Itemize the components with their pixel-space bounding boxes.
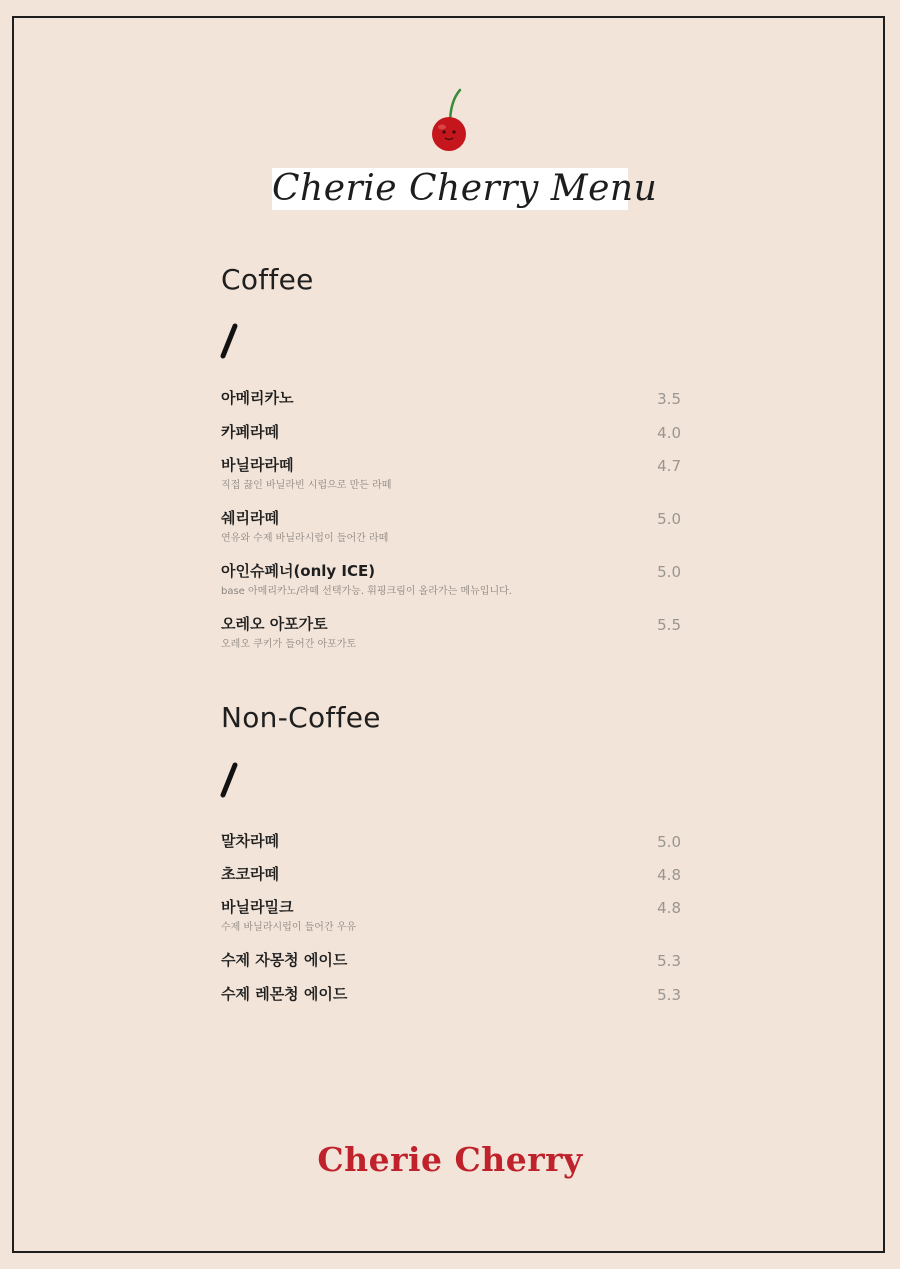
item-price: 5.5	[657, 616, 681, 634]
menu-item	[221, 615, 681, 652]
item-name: 수제 레몬청 에이드	[221, 985, 348, 1003]
menu-item	[221, 832, 681, 850]
item-name: 쉐리라떼	[221, 509, 279, 527]
menu-item	[221, 423, 681, 441]
cherry-icon	[428, 88, 472, 152]
menu-script-title: Cherie Cherry Menu	[272, 168, 658, 209]
item-description: 연유와 수제 바닐라시럽이 들어간 라떼	[221, 533, 389, 544]
menu-item	[221, 865, 681, 883]
menu-item	[221, 951, 681, 969]
item-name: 바닐라밀크	[221, 898, 294, 916]
item-price: 4.0	[657, 424, 681, 442]
item-price: 3.5	[657, 390, 681, 408]
item-name: 말차라떼	[221, 832, 279, 850]
menu-item	[221, 456, 681, 493]
section-divider-slash	[218, 761, 240, 801]
item-name: 아인슈페너(only ICE)	[221, 562, 376, 580]
item-description: base 아메리카노/라떼 선택가능. 휘핑크림이 올라가는 메뉴입니다.	[221, 586, 512, 597]
item-price: 4.8	[657, 866, 681, 884]
item-name: 바닐라라떼	[221, 456, 294, 474]
item-price: 5.0	[657, 563, 681, 581]
item-price: 4.8	[657, 899, 681, 917]
item-name: 오레오 아포가토	[221, 615, 328, 633]
menu-item	[221, 509, 681, 546]
section-title-non-coffee: Non-Coffee	[221, 701, 381, 734]
item-price: 5.3	[657, 986, 681, 1004]
section-divider-slash	[218, 322, 240, 362]
item-price: 5.3	[657, 952, 681, 970]
menu-item	[221, 562, 681, 599]
item-name: 아메리카노	[221, 389, 294, 407]
item-price: 4.7	[657, 457, 681, 475]
menu-item	[221, 389, 681, 407]
item-name: 초코라떼	[221, 865, 279, 883]
brand-logo-text: Cherie Cherry	[317, 1140, 583, 1179]
section-title-coffee: Coffee	[221, 263, 314, 296]
item-description: 수제 바닐라시럽이 들어간 우유	[221, 922, 357, 933]
item-name: 카페라떼	[221, 423, 279, 441]
item-description: 오레오 쿠키가 들어간 아포가토	[221, 639, 357, 650]
item-price: 5.0	[657, 833, 681, 851]
menu-item	[221, 985, 681, 1003]
item-name: 수제 자몽청 에이드	[221, 951, 348, 969]
menu-item	[221, 898, 681, 935]
item-price: 5.0	[657, 510, 681, 528]
item-description: 직접 끓인 바닐라빈 시럽으로 만든 라떼	[221, 480, 392, 491]
